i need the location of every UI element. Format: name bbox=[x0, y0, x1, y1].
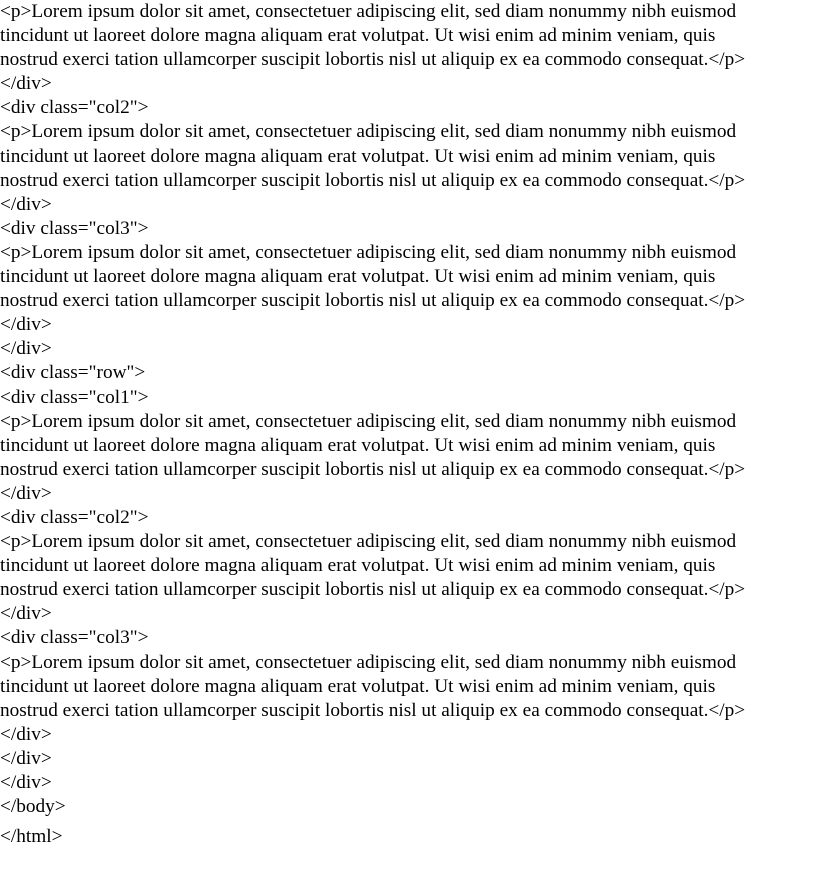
source-line: </div> bbox=[0, 338, 52, 360]
source-line: <p>Lorem ipsum dolor sit amet, consectetuer adipiscing elit, sed diam nonummy nibh euismod bbox=[0, 531, 737, 553]
source-line: <div class="col2"> bbox=[0, 97, 149, 119]
source-line: nostrud exerci tation ullamcorper suscipit lobortis nisl ut aliquip ex ea commodo consequat.</p> bbox=[0, 458, 746, 480]
source-line: <p>Lorem ipsum dolor sit amet, consectetuer adipiscing elit, sed diam nonummy nibh euismod bbox=[0, 121, 737, 143]
source-line: <div class="row"> bbox=[0, 362, 146, 384]
source-line: nostrud exerci tation ullamcorper suscipit lobortis nisl ut aliquip ex ea commodo consequat.</p> bbox=[0, 290, 746, 312]
source-line: <div class="col2"> bbox=[0, 506, 149, 528]
source-line: </div> bbox=[0, 482, 52, 504]
source-line: <div class="col1"> bbox=[0, 386, 149, 408]
source-line: nostrud exerci tation ullamcorper suscipit lobortis nisl ut aliquip ex ea commodo consequat.</p> bbox=[0, 579, 746, 601]
source-line: </div> bbox=[0, 73, 52, 95]
source-line: </body> bbox=[0, 796, 66, 818]
source-line: nostrud exerci tation ullamcorper suscipit lobortis nisl ut aliquip ex ea commodo consequat.</p> bbox=[0, 169, 746, 191]
source-line: </div> bbox=[0, 747, 52, 769]
source-line: </div> bbox=[0, 772, 52, 793]
source-line: nostrud exerci tation ullamcorper suscipit lobortis nisl ut aliquip ex ea commodo consequat.</p> bbox=[0, 49, 746, 71]
source-line: <div class="col3"> bbox=[0, 217, 149, 239]
source-line: tincidunt ut laoreet dolore magna aliquam erat volutpat. Ut wisi enim ad minim veniam, quis bbox=[0, 555, 716, 577]
source-line: tincidunt ut laoreet dolore magna aliquam erat volutpat. Ut wisi enim ad minim veniam, quis bbox=[0, 266, 716, 288]
source-line: <p>Lorem ipsum dolor sit amet, consectetuer adipiscing elit, sed diam nonummy nibh euismod bbox=[0, 1, 737, 22]
source-line: <div class="col3"> bbox=[0, 627, 149, 649]
source-line: nostrud exerci tation ullamcorper suscipit lobortis nisl ut aliquip ex ea commodo consequat.</p> bbox=[0, 699, 746, 721]
source-line: <p>Lorem ipsum dolor sit amet, consectetuer adipiscing elit, sed diam nonummy nibh euismod bbox=[0, 410, 737, 432]
source-line: </div> bbox=[0, 723, 52, 745]
source-line: <p>Lorem ipsum dolor sit amet, consectetuer adipiscing elit, sed diam nonummy nibh euismod bbox=[0, 241, 737, 263]
source-line: tincidunt ut laoreet dolore magna aliquam erat volutpat. Ut wisi enim ad minim veniam, quis bbox=[0, 434, 716, 456]
source-line: tincidunt ut laoreet dolore magna aliquam erat volutpat. Ut wisi enim ad minim veniam, quis bbox=[0, 145, 716, 167]
source-line: tincidunt ut laoreet dolore magna aliquam erat volutpat. Ut wisi enim ad minim veniam, quis bbox=[0, 25, 716, 47]
source-line: </div> bbox=[0, 193, 52, 215]
source-line: <p>Lorem ipsum dolor sit amet, consectetuer adipiscing elit, sed diam nonummy nibh euismod bbox=[0, 651, 737, 673]
source-line: </div> bbox=[0, 603, 52, 625]
source-line: </html> bbox=[0, 826, 63, 848]
source-line: tincidunt ut laoreet dolore magna aliquam erat volutpat. Ut wisi enim ad minim veniam, quis bbox=[0, 675, 716, 697]
source-line: </div> bbox=[0, 314, 52, 336]
